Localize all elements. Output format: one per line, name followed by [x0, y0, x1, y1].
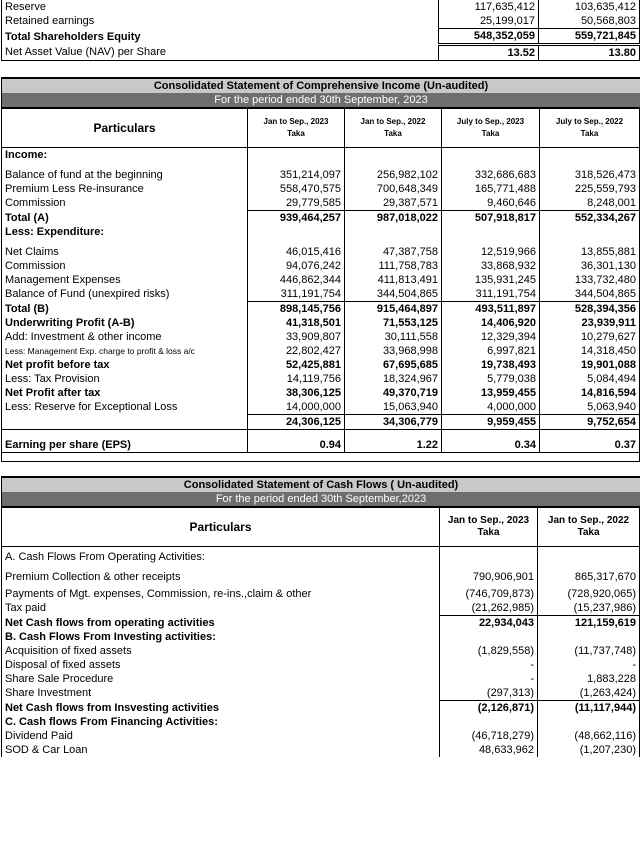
- cash-flow-row-value: (1,207,230): [538, 743, 640, 757]
- cash-flow-column-headers: [2, 508, 640, 547]
- income-row-value: 9,959,455: [442, 415, 540, 430]
- income-row-value: 411,813,491: [345, 273, 442, 287]
- income-row-value: 47,387,758: [345, 245, 442, 259]
- cash-flow-row-label: Share Investment: [2, 686, 440, 701]
- cash-flow-row-value: (21,262,985): [440, 601, 538, 616]
- cash-flow-row-value: (11,117,944): [538, 701, 640, 716]
- income-row-value: 15,063,940: [345, 400, 442, 415]
- eps-value: 0.34: [442, 438, 540, 453]
- cash-flow-title: Consolidated Statement of Cash Flows ( Un-audited): [2, 478, 640, 492]
- income-row-value: 12,519,966: [442, 245, 540, 259]
- cash-flow-row-value: [440, 630, 538, 644]
- column-header: [345, 109, 442, 148]
- income-row-value: 318,526,473: [540, 168, 640, 182]
- cash-flow-row: [2, 729, 640, 743]
- income-row-value: [248, 225, 345, 239]
- income-row-value: 225,559,793: [540, 182, 640, 196]
- income-row-value: 71,553,125: [345, 316, 442, 330]
- cash-flow-subtitle: For the period ended 30th September,2023: [2, 492, 640, 506]
- income-row-label: Management Expenses: [2, 273, 248, 287]
- income-row-value: 19,738,493: [442, 358, 540, 372]
- cash-flow-row-value: (2,126,871): [440, 701, 538, 716]
- income-row: [2, 168, 640, 182]
- income-row-value: 30,111,558: [345, 330, 442, 344]
- income-row-value: [248, 148, 345, 163]
- income-statement-title: Consolidated Statement of Comprehensive Income (Un-audited): [2, 79, 640, 93]
- column-header-text: July to Sep., 2023 Taka: [456, 117, 525, 138]
- income-row-value: 18,324,967: [345, 372, 442, 386]
- column-header-text: Jan to Sep., 2023 Taka: [263, 117, 329, 138]
- cash-flow-row-value: [538, 715, 640, 729]
- income-row-value: 19,901,088: [540, 358, 640, 372]
- income-row-value: 14,406,920: [442, 316, 540, 330]
- column-header: [442, 109, 540, 148]
- income-row-label: Net Profit after tax: [2, 386, 248, 400]
- eps-value: 0.37: [540, 438, 640, 453]
- income-row-label: Premium Less Re-insurance: [2, 182, 248, 196]
- bs-value: 103,635,412: [539, 0, 640, 14]
- income-row-value: 939,464,257: [248, 211, 345, 226]
- income-row-label: Less: Tax Provision: [2, 372, 248, 386]
- cash-flow-row: [2, 686, 640, 701]
- income-row-value: 344,504,865: [540, 287, 640, 302]
- income-row-label: Balance of Fund (unexpired risks): [2, 287, 248, 302]
- income-row: [2, 302, 640, 317]
- income-row-value: 49,370,719: [345, 386, 442, 400]
- income-row-value: 41,318,501: [248, 316, 345, 330]
- income-row-value: 22,802,427: [248, 344, 345, 358]
- cash-flow-row-value: -: [440, 672, 538, 686]
- cash-flow-row-label: C. Cash flows From Financing Activities:: [2, 715, 440, 729]
- cash-flow-row-value: 121,159,619: [538, 616, 640, 631]
- income-row-value: 8,248,001: [540, 196, 640, 211]
- income-row-value: [442, 225, 540, 239]
- income-row: [2, 273, 640, 287]
- cash-flow-row-label: Net Cash flows from operating activities: [2, 616, 440, 631]
- income-row: [2, 196, 640, 211]
- cash-flow-row-label: SOD & Car Loan: [2, 743, 440, 757]
- income-row-value: 38,306,125: [248, 386, 345, 400]
- income-row-value: 13,959,455: [442, 386, 540, 400]
- income-row-value: 36,301,130: [540, 259, 640, 273]
- income-row-label: Underwriting Profit (A-B): [2, 316, 248, 330]
- income-row-value: 52,425,881: [248, 358, 345, 372]
- cash-flow-row-value: (297,313): [440, 686, 538, 701]
- income-row: [2, 358, 640, 372]
- income-row-value: 12,329,394: [442, 330, 540, 344]
- cash-flow-row: [2, 547, 640, 568]
- income-row: [2, 316, 640, 330]
- cash-flow-row-value: 865,317,670: [538, 567, 640, 587]
- cash-flow-row-value: (1,829,558): [440, 644, 538, 658]
- income-row-value: [442, 148, 540, 163]
- cash-flow-row: [2, 630, 640, 644]
- income-row: [2, 245, 640, 259]
- income-row: [2, 148, 640, 163]
- cash-flow-row-label: Disposal of fixed assets: [2, 658, 440, 672]
- cash-flow-row-label: Payments of Mgt. expenses, Commission, re-ins.,claim & other: [2, 587, 440, 601]
- row-spacer: [2, 453, 640, 462]
- income-row-value: 46,015,416: [248, 245, 345, 259]
- income-row-label: Add: Investment & other income: [2, 330, 248, 344]
- income-row-label: Net Claims: [2, 245, 248, 259]
- bs-row-nav: [2, 45, 640, 61]
- cash-flow-row: [2, 601, 640, 616]
- income-row-value: 9,460,646: [442, 196, 540, 211]
- cash-flow-row-label: Premium Collection & other receipts: [2, 567, 440, 587]
- income-row-label: Total (B): [2, 302, 248, 317]
- cash-flow-row-value: [440, 715, 538, 729]
- column-header: [540, 109, 640, 148]
- income-row-value: 14,318,450: [540, 344, 640, 358]
- bs-label: Total Shareholders Equity: [2, 29, 439, 45]
- cash-flow-row-label: A. Cash Flows From Operating Activities:: [2, 547, 440, 568]
- cash-flow-row-value: 790,906,901: [440, 567, 538, 587]
- cash-flow-row: [2, 701, 640, 716]
- income-row-label: Net profit before tax: [2, 358, 248, 372]
- income-row-label: Less: Management Exp. charge to profit & loss a/c: [2, 344, 248, 358]
- income-row-label: Less: Reserve for Exceptional Loss: [2, 400, 248, 415]
- eps-value: 0.94: [248, 438, 345, 453]
- bs-label: Reserve: [2, 0, 439, 14]
- income-statement-subtitle: For the period ended 30th September, 2023: [2, 93, 640, 107]
- bs-value: 13.52: [439, 45, 539, 61]
- cash-flow-row-value: (728,920,065): [538, 587, 640, 601]
- bs-row-reserve: [2, 0, 640, 14]
- income-row-value: 133,732,480: [540, 273, 640, 287]
- balance-sheet-tail: [1, 0, 640, 61]
- bs-row-retained-earnings: [2, 14, 640, 29]
- income-row-value: 493,511,897: [442, 302, 540, 317]
- income-row-value: 13,855,881: [540, 245, 640, 259]
- cash-flow-row-label: Net Cash flows from Insvesting activities: [2, 701, 440, 716]
- income-row-value: 552,334,267: [540, 211, 640, 226]
- income-row-value: 528,394,356: [540, 302, 640, 317]
- income-row-value: 344,504,865: [345, 287, 442, 302]
- income-row-value: 67,695,685: [345, 358, 442, 372]
- cash-flow-row: [2, 658, 640, 672]
- income-row-value: 558,470,575: [248, 182, 345, 196]
- column-header-text: Jan to Sep., 2022 Taka: [547, 515, 630, 538]
- cash-flow-row-value: (11,737,748): [538, 644, 640, 658]
- cash-flow-row: [2, 743, 640, 757]
- income-row: [2, 415, 640, 430]
- income-row-value: 94,076,242: [248, 259, 345, 273]
- cash-flow-header: [1, 476, 640, 507]
- cash-flow-row-value: (48,662,116): [538, 729, 640, 743]
- income-statement-header: [1, 77, 640, 108]
- cash-flow-row-value: (46,718,279): [440, 729, 538, 743]
- income-row-value: 446,862,344: [248, 273, 345, 287]
- income-row-value: 29,779,585: [248, 196, 345, 211]
- cash-flow-row-value: 48,633,962: [440, 743, 538, 757]
- income-row: [2, 182, 640, 196]
- column-header: [440, 508, 538, 547]
- income-row-label: [2, 415, 248, 430]
- bs-value: 117,635,412: [439, 0, 539, 14]
- income-row-value: 34,306,779: [345, 415, 442, 430]
- income-row-value: 33,868,932: [442, 259, 540, 273]
- cash-flow-row: [2, 715, 640, 729]
- column-header: [248, 109, 345, 148]
- bs-label: Retained earnings: [2, 14, 439, 29]
- particulars-header: Particulars: [2, 508, 440, 547]
- income-row-value: 332,686,683: [442, 168, 540, 182]
- income-row-value: 10,279,627: [540, 330, 640, 344]
- income-row: [2, 372, 640, 386]
- particulars-header: Particulars: [2, 109, 248, 148]
- income-row-label: Balance of fund at the beginning: [2, 168, 248, 182]
- eps-value: 1.22: [345, 438, 442, 453]
- bs-value: 13.80: [539, 45, 640, 61]
- cash-flow-row-value: 22,934,043: [440, 616, 538, 631]
- income-row-value: 9,752,654: [540, 415, 640, 430]
- income-row-value: 111,758,783: [345, 259, 442, 273]
- cash-flow-row-value: [538, 630, 640, 644]
- income-row-value: 6,997,821: [442, 344, 540, 358]
- cash-flow-row-value: (1,263,424): [538, 686, 640, 701]
- cash-flow-row-label: Dividend Paid: [2, 729, 440, 743]
- column-header-text: Jan to Sep., 2022 Taka: [360, 117, 426, 138]
- income-row-value: 700,648,349: [345, 182, 442, 196]
- income-row-value: 4,000,000: [442, 400, 540, 415]
- income-row-value: 23,939,911: [540, 316, 640, 330]
- income-row-value: 256,982,102: [345, 168, 442, 182]
- eps-label: Earning per share (EPS): [2, 438, 248, 453]
- cash-flow-row: [2, 616, 640, 631]
- income-row: [2, 400, 640, 415]
- income-column-headers: [2, 109, 640, 148]
- cash-flow-row-value: [538, 547, 640, 568]
- income-row-value: 24,306,125: [248, 415, 345, 430]
- income-row-value: 311,191,754: [442, 287, 540, 302]
- income-row-label: Income:: [2, 148, 248, 163]
- cash-flow-row: [2, 567, 640, 587]
- cash-flow-table: [1, 507, 640, 757]
- cash-flow-row-label: Tax paid: [2, 601, 440, 616]
- bs-value: 25,199,017: [439, 14, 539, 29]
- bs-value: 559,721,845: [539, 29, 640, 45]
- income-row-value: 987,018,022: [345, 211, 442, 226]
- cash-flow-row-label: Acquisition of fixed assets: [2, 644, 440, 658]
- income-row-value: 14,000,000: [248, 400, 345, 415]
- cash-flow-row-value: (746,709,873): [440, 587, 538, 601]
- income-row-value: 135,931,245: [442, 273, 540, 287]
- income-row: [2, 211, 640, 226]
- income-row-value: [540, 225, 640, 239]
- row-spacer: [2, 430, 640, 439]
- income-row-value: [540, 148, 640, 163]
- cash-flow-row-label: Share Sale Procedure: [2, 672, 440, 686]
- income-row-value: 5,084,494: [540, 372, 640, 386]
- income-row-label: Less: Expenditure:: [2, 225, 248, 239]
- cash-flow-row: [2, 672, 640, 686]
- income-row-value: 5,063,940: [540, 400, 640, 415]
- income-row-value: [345, 225, 442, 239]
- income-row-label: Total (A): [2, 211, 248, 226]
- income-row-value: 14,816,594: [540, 386, 640, 400]
- income-row: [2, 344, 640, 358]
- income-row-value: 165,771,488: [442, 182, 540, 196]
- cash-flow-row-value: -: [440, 658, 538, 672]
- column-header-text: Jan to Sep., 2023 Taka: [447, 515, 530, 538]
- bs-value: 50,568,803: [539, 14, 640, 29]
- cash-flow-row-label: B. Cash Flows From Investing activities:: [2, 630, 440, 644]
- column-header: [538, 508, 640, 547]
- income-row-value: 5,779,038: [442, 372, 540, 386]
- income-row: [2, 287, 640, 302]
- income-row: [2, 330, 640, 344]
- cash-flow-row-value: (15,237,986): [538, 601, 640, 616]
- income-row-value: 14,119,756: [248, 372, 345, 386]
- income-row-label: Commission: [2, 259, 248, 273]
- income-row: [2, 225, 640, 239]
- eps-row: [2, 438, 640, 453]
- cash-flow-row: [2, 587, 640, 601]
- income-row-value: 898,145,756: [248, 302, 345, 317]
- income-row-value: 507,918,817: [442, 211, 540, 226]
- income-row-value: 33,968,998: [345, 344, 442, 358]
- cash-flow-row: [2, 644, 640, 658]
- income-row-value: 915,464,897: [345, 302, 442, 317]
- bs-value: 548,352,059: [439, 29, 539, 45]
- cash-flow-row-value: [440, 547, 538, 568]
- cash-flow-row-value: -: [538, 658, 640, 672]
- income-row-value: 33,909,807: [248, 330, 345, 344]
- bs-row-total-equity: [2, 29, 640, 45]
- income-row-value: 311,191,754: [248, 287, 345, 302]
- column-header-text: July to Sep., 2022 Taka: [555, 117, 624, 138]
- income-row: [2, 259, 640, 273]
- cash-flow-row-value: 1,883,228: [538, 672, 640, 686]
- income-row-label: Commission: [2, 196, 248, 211]
- income-row-value: 351,214,097: [248, 168, 345, 182]
- income-statement-table: [1, 108, 640, 462]
- bs-label: Net Asset Value (NAV) per Share: [2, 45, 439, 61]
- income-row-value: [345, 148, 442, 163]
- income-row: [2, 386, 640, 400]
- income-row-value: 29,387,571: [345, 196, 442, 211]
